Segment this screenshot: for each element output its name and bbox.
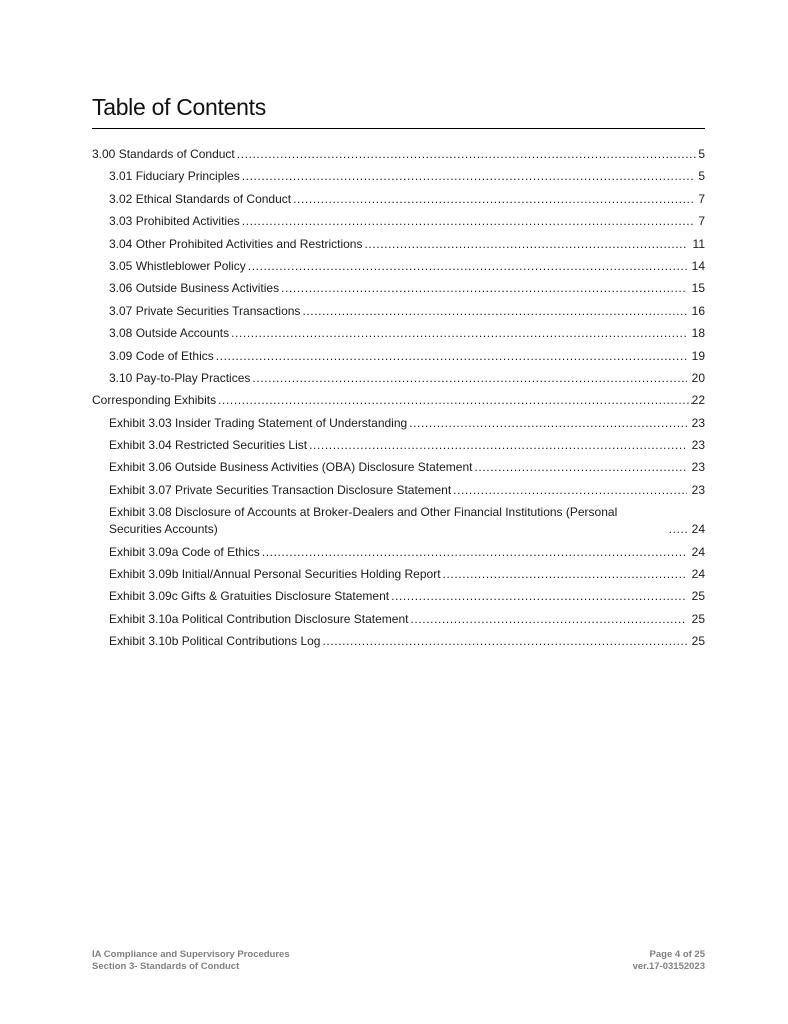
toc-entry[interactable] — [92, 236, 705, 253]
toc-entry-label: Exhibit 3.08 Disclosure of Accounts at Broker-Dealers and Other Financial Institutions (Personal Securities Accounts) — [109, 505, 618, 537]
toc-entry[interactable] — [92, 146, 705, 163]
toc-leader-dots — [216, 392, 692, 409]
toc-leader-dots — [389, 588, 687, 605]
toc-entry[interactable] — [92, 168, 705, 185]
toc-entry[interactable] — [92, 191, 705, 208]
toc-page-number: 24 — [691, 522, 705, 537]
toc-page-number: 24 — [691, 567, 705, 582]
toc-page-number: 24 — [691, 544, 705, 559]
toc-page-number: 7 — [698, 214, 705, 229]
footer-page-number: Page 4 of 25 — [649, 949, 705, 960]
toc-leader-dots — [240, 213, 694, 230]
toc-entry[interactable] — [92, 482, 705, 499]
toc-entry-label: 3.09 Code of Ethics — [109, 348, 214, 363]
toc-entry-label: 3.07 Private Securities Transactions — [109, 303, 301, 318]
toc-entry[interactable] — [92, 280, 705, 297]
toc-page-number: 5 — [698, 169, 705, 184]
toc-entry-label: 3.08 Outside Accounts — [109, 326, 230, 341]
toc-entry-label: 3.10 Pay-to-Play Practices — [109, 370, 251, 385]
toc-page-number: 7 — [698, 191, 705, 206]
footer-left — [92, 949, 290, 973]
toc-leader-dots — [320, 633, 686, 650]
toc-leader-dots — [250, 370, 686, 387]
footer-doc-name: IA Compliance and Supervisory Procedures — [92, 949, 290, 960]
toc-entry[interactable] — [92, 633, 705, 650]
toc-leader-dots — [240, 168, 694, 185]
toc-leader-dots — [246, 258, 687, 275]
toc-entry-label: 3.06 Outside Business Activities — [109, 281, 280, 296]
toc-page-number: 25 — [691, 634, 705, 649]
toc-entry[interactable] — [92, 348, 705, 365]
toc-page-number: 14 — [691, 258, 705, 273]
toc-leader-dots — [235, 146, 699, 163]
toc-entry[interactable] — [92, 258, 705, 275]
toc-entry-label: Exhibit 3.04 Restricted Securities List — [109, 438, 308, 453]
toc-entry[interactable] — [92, 213, 705, 230]
toc-page-number: 5 — [698, 147, 705, 161]
toc-entry[interactable] — [92, 566, 705, 583]
page-title: Table of Contents — [92, 94, 705, 129]
toc-leader-dots — [667, 521, 687, 538]
toc-leader-dots — [279, 280, 687, 297]
toc-entry[interactable] — [92, 370, 705, 387]
toc-entry-label: Exhibit 3.09c Gifts & Gratuities Disclosure Statement — [109, 589, 390, 604]
toc-leader-dots — [408, 611, 686, 628]
toc-page-number: 23 — [691, 460, 705, 475]
toc-entry-label: Exhibit 3.03 Insider Trading Statement of Understanding — [109, 415, 408, 430]
toc-page-number: 25 — [691, 611, 705, 626]
toc-entry-label: Exhibit 3.09b Initial/Annual Personal Securities Holding Report — [109, 567, 441, 582]
toc-leader-dots — [451, 482, 686, 499]
toc-entry-label: 3.04 Other Prohibited Activities and Restrictions — [109, 236, 363, 251]
toc-entry-label: 3.01 Fiduciary Principles — [109, 169, 240, 184]
toc-leader-dots — [291, 191, 693, 208]
toc-entry-label: Corresponding Exhibits — [92, 393, 217, 408]
toc-entry-label: 3.05 Whistleblower Policy — [109, 258, 246, 273]
toc-page-number: 23 — [691, 438, 705, 453]
toc-leader-dots — [307, 437, 687, 454]
toc-page-number: 22 — [691, 393, 705, 408]
toc-leader-dots — [362, 236, 687, 253]
toc-leader-dots — [229, 325, 687, 342]
toc-entry[interactable] — [92, 544, 705, 561]
toc-entry[interactable] — [92, 392, 705, 409]
toc-entry[interactable] — [92, 504, 705, 538]
toc-leader-dots — [407, 415, 686, 432]
footer-version: ver.17-03152023 — [632, 961, 705, 972]
footer-section-name: Section 3- Standards of Conduct — [92, 961, 240, 972]
toc-entry[interactable] — [92, 325, 705, 342]
toc-entry[interactable] — [92, 415, 705, 432]
toc-entry-label: Exhibit 3.09a Code of Ethics — [109, 544, 260, 559]
toc-page-number: 15 — [691, 281, 705, 296]
toc-list — [92, 146, 705, 650]
toc-leader-dots — [300, 303, 686, 320]
toc-entry-label: Exhibit 3.10b Political Contributions Log — [109, 634, 321, 649]
footer-right — [633, 949, 705, 973]
toc-entry[interactable] — [92, 437, 705, 454]
toc-page-number: 20 — [691, 370, 705, 385]
toc-page-number: 18 — [691, 326, 705, 341]
toc-entry-label: Exhibit 3.07 Private Securities Transaction Disclosure Statement — [109, 482, 452, 497]
toc-entry-label: 3.03 Prohibited Activities — [109, 214, 240, 229]
page-content — [92, 94, 705, 656]
toc-page-number: 16 — [691, 303, 705, 318]
toc-leader-dots — [441, 566, 687, 583]
page-footer — [92, 949, 705, 973]
toc-page-number: 11 — [692, 236, 705, 251]
toc-entry[interactable] — [92, 611, 705, 628]
toc-entry-label: 3.02 Ethical Standards of Conduct — [109, 191, 292, 206]
toc-leader-dots — [260, 544, 687, 561]
toc-entry-label: Exhibit 3.10a Political Contribution Disclosure Statement — [109, 611, 409, 626]
toc-page-number: 19 — [691, 348, 705, 363]
toc-entry-label: 3.00 Standards of Conduct — [92, 147, 235, 161]
toc-leader-dots — [473, 459, 687, 476]
toc-page-number: 25 — [691, 589, 705, 604]
toc-entry-label: Exhibit 3.06 Outside Business Activities (OBA) Disclosure Statement — [109, 460, 473, 475]
toc-entry[interactable] — [92, 459, 705, 476]
toc-page-number: 23 — [691, 415, 705, 430]
toc-entry[interactable] — [92, 303, 705, 320]
toc-entry[interactable] — [92, 588, 705, 605]
toc-leader-dots — [214, 348, 687, 365]
toc-page-number: 23 — [691, 482, 705, 497]
